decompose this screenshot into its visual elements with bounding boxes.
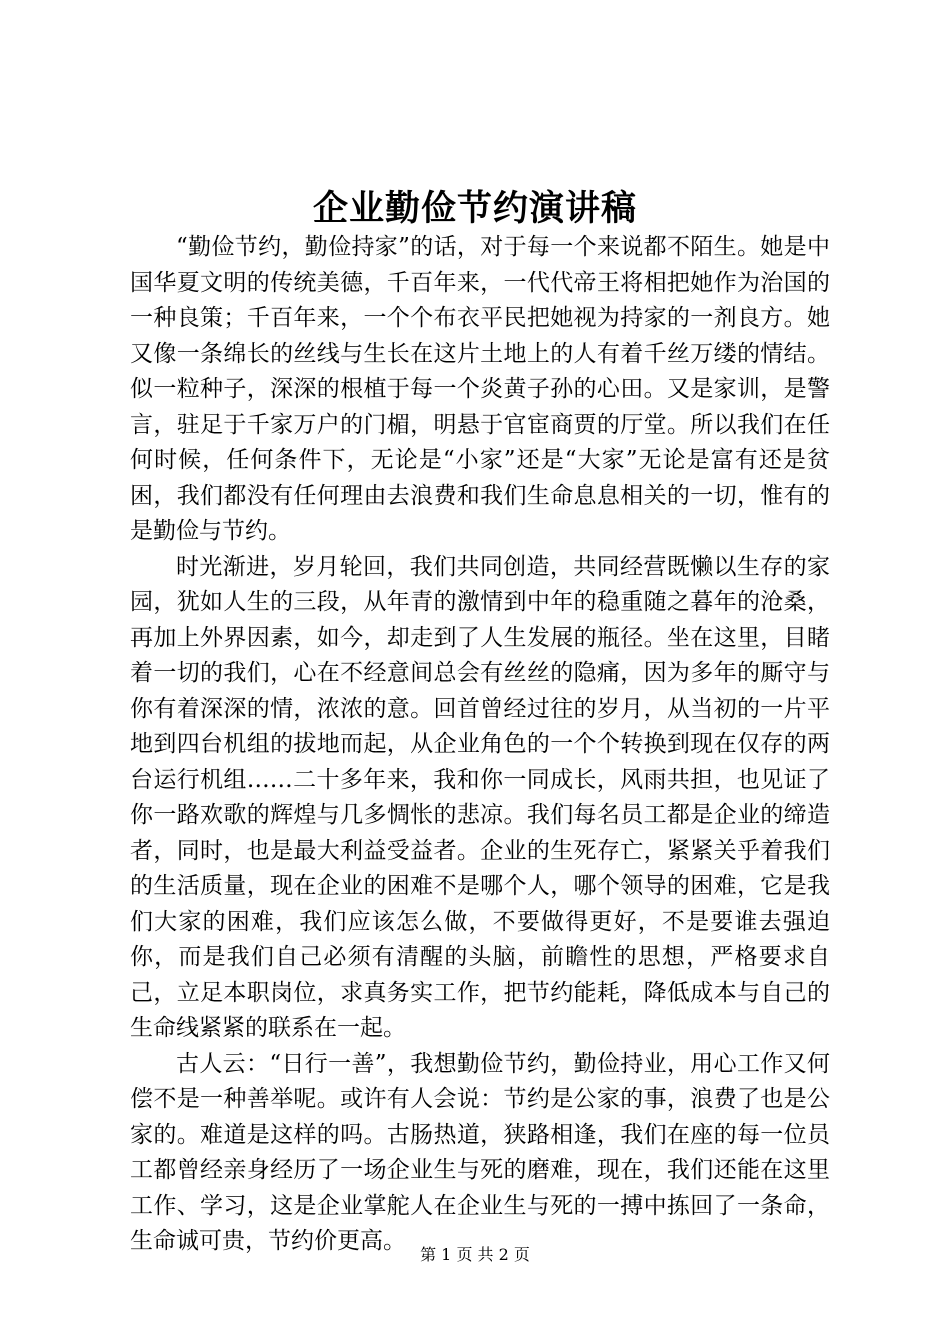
paragraph-1: “勤俭节约，勤俭持家”的话，对于每一个来说都不陌生。她是中国华夏文明的传统美德，千百年来，一代代帝王将相把她作为治国的一种良策；千百年来，一个个布衣平民把她视为持家的一剂良方。她又像一条绵长的丝线与生长在这片土地上的人有着千丝万缕的情结。似一粒种子，深深的根植于每一个炎黄子孙的心田。又是家训，是警言，驻足于千家万户的门楣，明悬于官宦商贾的厅堂。所以我们在任何时候，任何条件下，无论是“小家”还是“大家”无论是富有还是贫困，我们都没有任何理由去浪费和我们生命息息相关的一切，惟有的是勤俭与节约。: [130, 234, 830, 544]
paragraph-3: 古人云：“日行一善”，我想勤俭节约，勤俭持业，用心工作又何偿不是一种善举呢。或许有人会说：节约是公家的事，浪费了也是公家的。难道是这样的吗。古肠热道，狭路相逢，我们在座的每一位员工都曾经亲身经历了一场企业生与死的磨难，现在，我们还能在这里工作、学习，这是企业掌舵人在企业生与死的一搏中拣回了一条命，生命诚可贵，节约价更高。: [130, 1050, 830, 1254]
document-body: [130, 230, 830, 1260]
page-footer: 第 1 页 共 2 页: [420, 1245, 530, 1264]
document-title: 企业勤俭节约演讲稿: [312, 188, 637, 229]
paragraph-2: 时光渐进，岁月轮回，我们共同创造，共同经营既懒以生存的家园，犹如人生的三段，从年青的激情到中年的稳重随之暮年的沧桑，再加上外界因素，如今，却走到了人生发展的瓶径。坐在这里，目睹着一切的我们，心在不经意间总会有丝丝的隐痛，因为多年的厮守与你有着深深的情，浓浓的意。回首曾经过往的岁月，从当初的一片平地到四台机组的拔地而起，从企业角色的一个个转换到现在仅存的两台运行机组……二十多年来，我和你一同成长，风雨共担，也见证了你一路欢歌的辉煌与几多惆怅的悲凉。我们每名员工都是企业的缔造者，同时，也是最大利益受益者。企业的生死存亡，紧紧关乎着我们的生活质量，现在企业的困难不是哪个人，哪个领导的困难，它是我们大家的困难，我们应该怎么做，不要做得更好，不是要谁去强迫你，而是我们自己必须有清醒的头脑，前瞻性的思想，严格要求自己，立足本职岗位，求真务实工作，把节约能耗，降低成本与自己的生命线紧紧的联系在一起。: [130, 553, 830, 1041]
